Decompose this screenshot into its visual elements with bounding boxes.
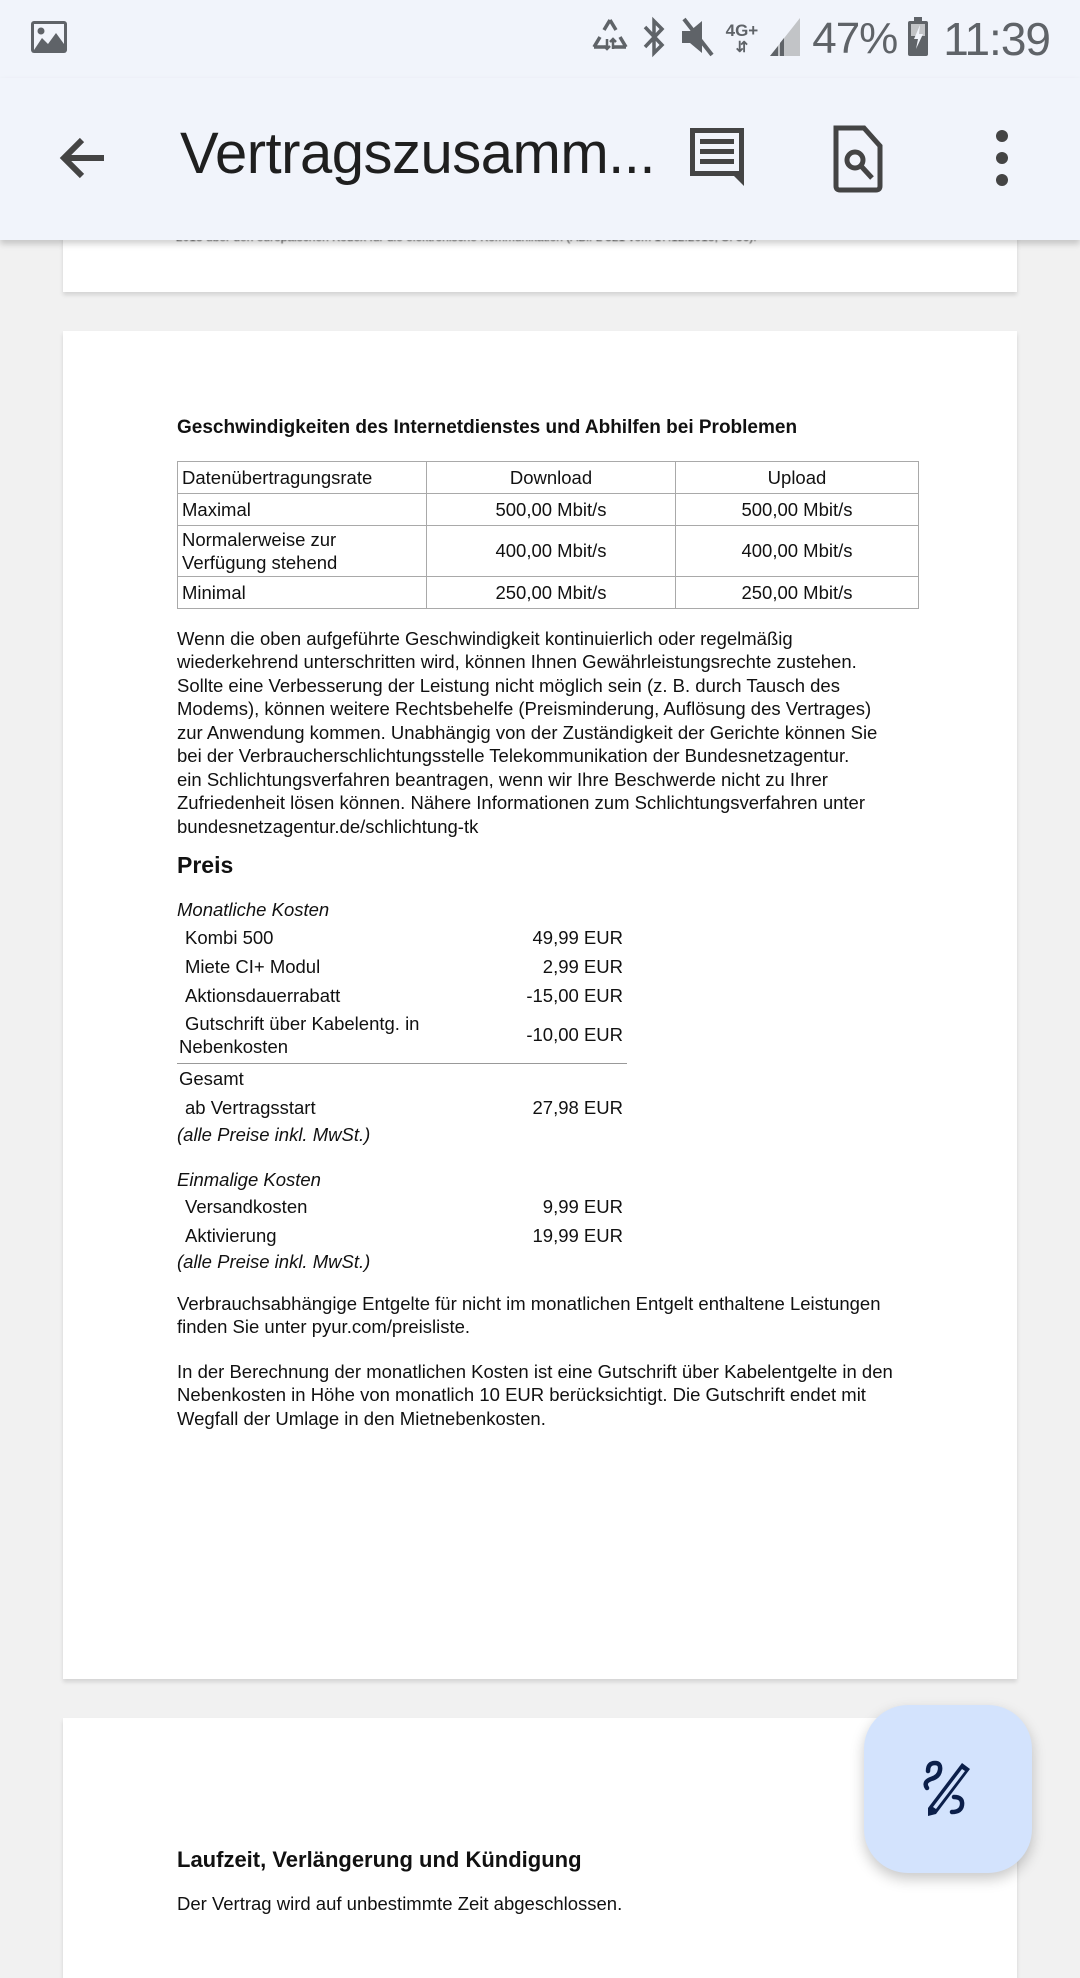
network-4g-icon: 4G+ ⇵	[725, 21, 759, 56]
comment-button[interactable]	[686, 124, 756, 194]
price-item-label	[177, 1012, 419, 1058]
download-value: 250,00 Mbit/s	[427, 576, 676, 608]
download-value: 500,00 Mbit/s	[427, 493, 676, 525]
paragraph-line: In der Berechnung der monatlichen Kosten ist eine Gutschrift über Kabelentgelte in den	[177, 1360, 893, 1382]
upload-value: 500,00 Mbit/s	[676, 493, 919, 525]
paragraph-line: ein Schlichtungsverfahren beantragen, wenn wir Ihre Beschwerde nicht zu Ihrer	[177, 768, 828, 790]
price-item-value: -15,00 EUR	[526, 984, 623, 1006]
table-row	[178, 525, 919, 576]
paragraph-line: Wegfall der Umlage in den Mietnebenkosten.	[177, 1407, 546, 1429]
total-label-row	[177, 1066, 627, 1092]
paragraph-line: Nebenkosten in Höhe von monatlich 10 EUR berücksichtigt. Die Gutschrift endet mit	[177, 1384, 866, 1405]
document-page-current	[63, 331, 1017, 1679]
table-header-row	[178, 461, 919, 493]
speed-table	[177, 461, 919, 609]
find-in-page-button[interactable]	[830, 124, 900, 194]
data-saver-icon	[590, 17, 630, 62]
image-icon	[30, 20, 68, 59]
price-item-label: Kombi 500	[185, 926, 274, 948]
price-item-value: 9,99 EUR	[542, 1195, 623, 1217]
comment-icon	[686, 124, 750, 194]
upload-value: 250,00 Mbit/s	[676, 576, 919, 608]
table-header: Upload	[676, 461, 919, 493]
sign-document-fab[interactable]	[864, 1705, 1032, 1873]
vat-note: (alle Preise inkl. MwSt.)	[177, 1250, 371, 1272]
label-line: Gutschrift über Kabelentg. in	[185, 1012, 420, 1034]
clock: 11:39	[943, 13, 1050, 65]
more-vert-icon	[982, 124, 1022, 194]
price-item-value: 2,99 EUR	[542, 955, 623, 977]
paragraph-line: zur Anwendung kommen. Unabhängig von der Zuständigkeit der Gerichte können Sie	[177, 721, 878, 743]
row-label: Normalerweise zur Verfügung stehend	[178, 525, 427, 576]
document-title: Vertragszusamm...	[180, 121, 655, 186]
total-divider	[177, 1063, 627, 1064]
total-label: Gesamt	[179, 1068, 244, 1089]
monthly-costs-label: Monatliche Kosten	[177, 898, 330, 920]
more-options-button[interactable]	[982, 124, 1032, 194]
paragraph-line: Sollte eine Verbesserung der Leistung nicht möglich sein (z. B. durch Tausch des	[177, 674, 840, 696]
vat-note: (alle Preise inkl. MwSt.)	[177, 1123, 371, 1145]
speeds-heading: Geschwindigkeiten des Internetdienstes und Abhilfen bei Problemen	[177, 417, 798, 438]
paragraph-line: Wenn die oben aufgeführte Geschwindigkeit kontinuierlich oder regelmäßig	[177, 627, 793, 649]
onetime-costs-label: Einmalige Kosten	[177, 1168, 321, 1190]
price-item-value: 49,99 EUR	[532, 926, 623, 948]
price-item-value: -10,00 EUR	[526, 1024, 623, 1045]
paragraph-line: bei der Verbraucherschlichtungsstelle Telekommunikation der Bundesnetzagentur.	[177, 745, 850, 766]
upload-value: 400,00 Mbit/s	[676, 525, 919, 576]
arrow-back-icon	[52, 126, 116, 190]
price-heading: Preis	[177, 852, 234, 878]
price-row	[177, 923, 627, 952]
table-header: Download	[427, 461, 676, 493]
price-item-label: Aktionsdauerrabatt	[185, 984, 341, 1006]
price-item-value: 19,99 EUR	[532, 1224, 623, 1246]
price-table	[177, 896, 627, 1273]
paragraph-line: Modems), können weitere Rechtsbehelfe (Preisminderung, Auflösung des Vertrages)	[177, 698, 872, 719]
total-value: 27,98 EUR	[532, 1096, 623, 1118]
table-header: Datenübertragungsrate	[178, 461, 427, 493]
term-first-line: Der Vertrag wird auf unbestimmte Zeit abgeschlossen.	[177, 1892, 623, 1914]
credit-paragraph	[177, 1360, 937, 1431]
paragraph-line: wiederkehrend unterschritten wird, können Ihnen Gewährleistungsrechte zustehen.	[177, 651, 857, 672]
paragraph-line: Verbrauchsabhängige Entgelte für nicht im monatlichen Entgelt enthaltene Leistungen	[177, 1292, 881, 1314]
price-row	[177, 1192, 627, 1221]
mute-icon	[678, 15, 716, 64]
back-button[interactable]	[52, 126, 116, 190]
battery-percent: 47%	[812, 14, 898, 63]
price-item-label: Miete CI+ Modul	[185, 955, 321, 977]
find-in-page-icon	[830, 124, 886, 194]
usage-fees-paragraph	[177, 1292, 937, 1339]
price-row	[177, 1010, 627, 1060]
price-row	[177, 1221, 627, 1250]
price-row	[177, 952, 627, 981]
table-row	[178, 493, 919, 525]
app-bar	[0, 78, 1080, 240]
row-label: Minimal	[178, 576, 427, 608]
status-bar	[0, 0, 1080, 78]
table-row	[178, 576, 919, 608]
term-heading: Laufzeit, Verlängerung und Kündigung	[177, 1847, 582, 1872]
total-row	[177, 1092, 627, 1123]
network-label: 4G+	[725, 21, 759, 40]
battery-charging-icon	[907, 17, 929, 62]
signature-pen-icon	[918, 1759, 978, 1819]
price-item-label: Versandkosten	[185, 1195, 308, 1217]
paragraph-line: bundesnetzagentur.de/schlichtung-tk	[177, 815, 479, 837]
row-label: Maximal	[178, 493, 427, 525]
signal-icon	[768, 16, 802, 63]
paragraph-line: Zufriedenheit lösen können. Nähere Informationen zum Schlichtungsverfahren unter	[177, 792, 865, 813]
remedies-paragraph	[177, 627, 937, 839]
price-item-label: Aktivierung	[185, 1224, 277, 1246]
price-row	[177, 981, 627, 1010]
paragraph-line: finden Sie unter pyur.com/preisliste.	[177, 1316, 471, 1337]
download-value: 400,00 Mbit/s	[427, 525, 676, 576]
label-line: Nebenkosten	[179, 1035, 289, 1057]
total-row-label: ab Vertragsstart	[185, 1096, 316, 1118]
bluetooth-icon	[640, 15, 668, 64]
